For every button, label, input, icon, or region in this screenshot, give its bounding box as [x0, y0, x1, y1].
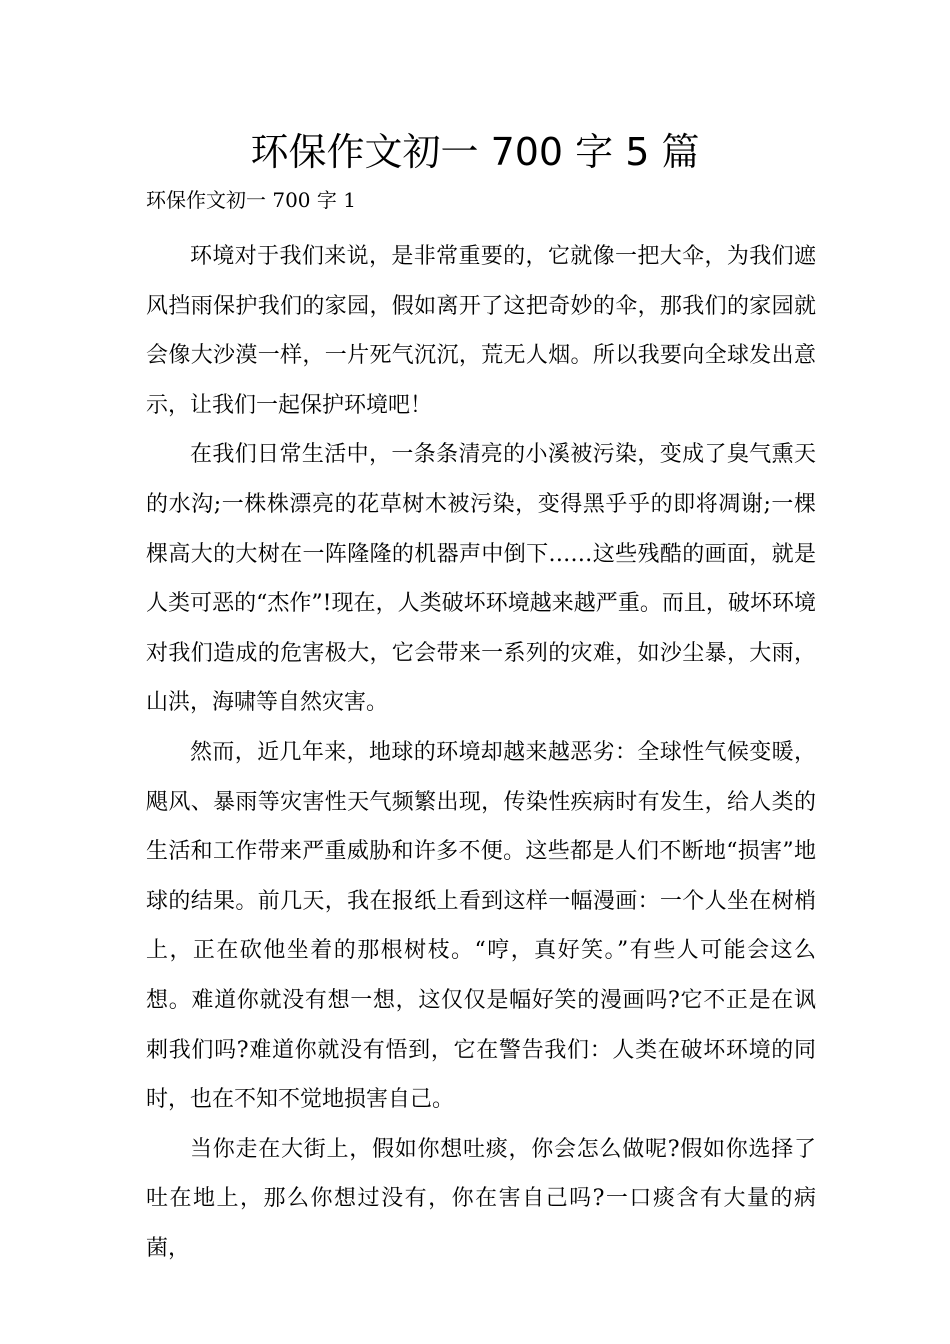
- paragraph-2: 在我们日常生活中，一条条清亮的小溪被污染，变成了臭气熏天的水沟;一株株漂亮的花草树木被污染，变得黑乎乎的即将凋谢;一棵棵高大的大树在一阵隆隆的机器声中倒下……这些残酷的画面，就是人类可恶的“杰作”!现在，人类破坏环境越来越严重。而且，破坏环境对我们造成的危害极大，它会带来一系列的灾难，如沙尘暴，大雨，山洪，海啸等自然灾害。: [146, 442, 816, 716]
- document-body: [146, 232, 816, 1273]
- document-title: 环保作文初一 700 字 5 篇: [250, 130, 700, 174]
- paragraph-1: 环境对于我们来说，是非常重要的，它就像一把大伞，为我们遮风挡雨保护我们的家园，假如离开了这把奇妙的伞，那我们的家园就会像大沙漠一样，一片死气沉沉，荒无人烟。所以我要向全球发出意示，让我们一起保护环境吧！: [146, 244, 816, 418]
- paragraph-4: 当你走在大街上，假如你想吐痰，你会怎么做呢?假如你选择了吐在地上，那么你想过没有，你在害自己吗?一口痰含有大量的病菌，: [146, 1136, 816, 1261]
- section-heading: 环保作文初一 700 字 1: [146, 188, 356, 212]
- paragraph-3: 然而，近几年来，地球的环境却越来越恶劣：全球性气候变暖，飓风、暴雨等灾害性天气频繁出现，传染性疾病时有发生，给人类的生活和工作带来严重威胁和许多不便。这些都是人们不断地“损害”地球的结果。前几天，我在报纸上看到这样一幅漫画：一个人坐在树梢上，正在砍他坐着的那根树枝。“哼，真好笑。”有些人可能会这么想。难道你就没有想一想，这仅仅是幅好笑的漫画吗?它不正是在讽刺我们吗?难道你就没有悟到，它在警告我们：人类在破坏环境的同时，也在不知不觉地损害自己。: [146, 739, 816, 1113]
